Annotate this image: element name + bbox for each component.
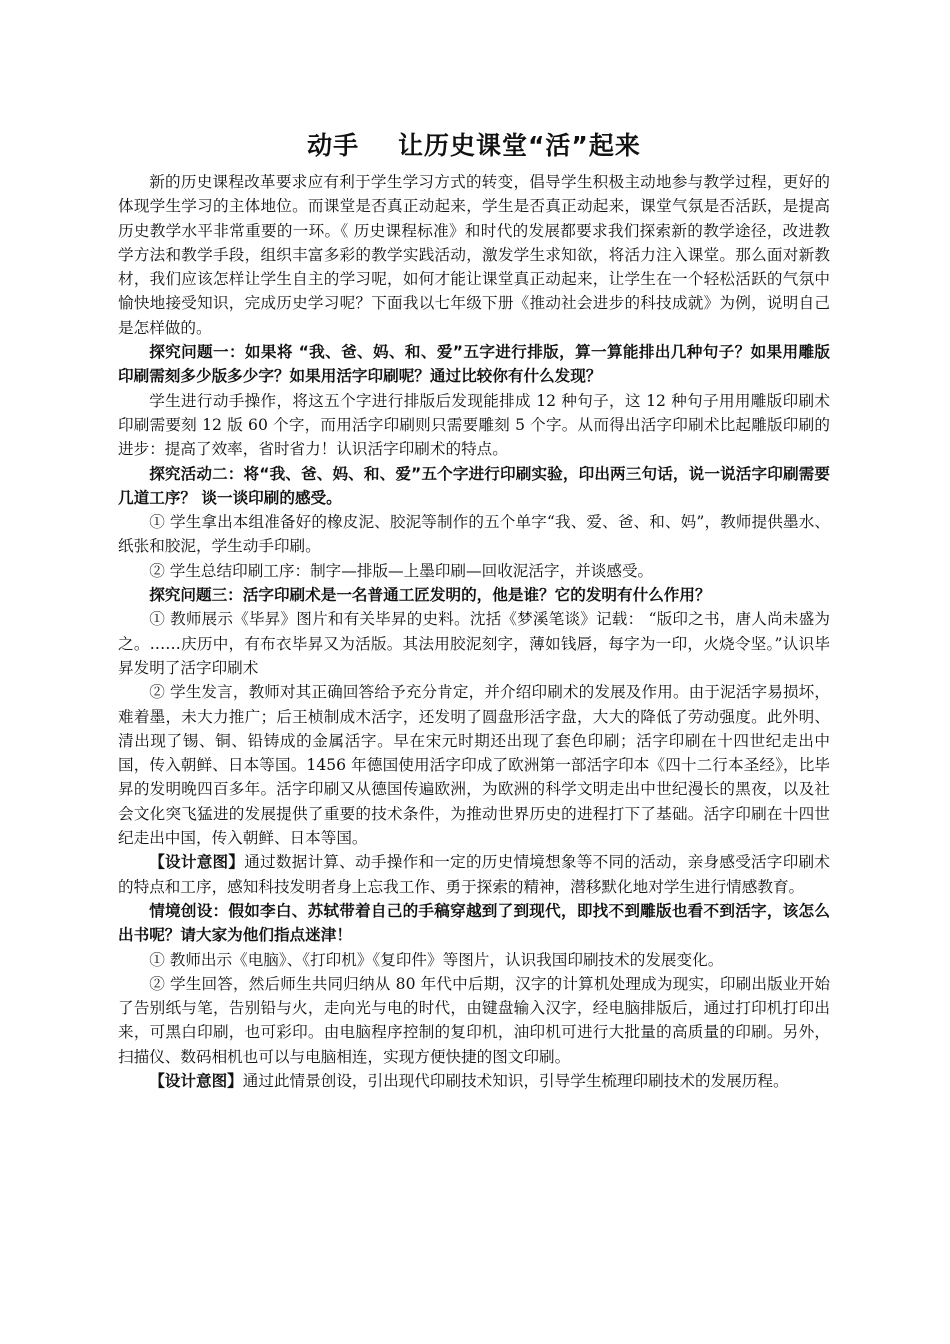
design-intent-label: 【设计意图】 <box>149 853 245 872</box>
heading-scenario: 情境创设：假如李白、苏轼带着自己的手稿穿越到了到现代，即找不到雕版也看不到活字，该怎么出书呢？请大家为他们指点迷津！ <box>118 901 830 945</box>
design-intent-text: 通过此情景创设，引出现代印刷技术知识，引导学生梳理印刷技术的发展历程。 <box>242 1071 789 1090</box>
paragraph-question-3-step-1: ① 教师展示《毕昇》图片和有关毕昇的史料。沈括《梦溪笔谈》记载： “版印之书，唐人尚未盛为之。……庆历中，有布衣毕昇又为活版。其法用胶泥刻字，薄如钱唇，每字为一印，火烧令坚。”认识毕昇发明了活字印刷术 <box>118 610 830 677</box>
paragraph-scenario-step-2: ② 学生回答，然后师生共同归纳从 80 年代中后期，汉字的计算机处理成为现实，印刷出版业开始了告别纸与笔，告别铅与火，走向光与电的时代，由键盘输入汉字，经电脑排版后，通过打印机打印出来，可黑白印刷，也可彩印。由电脑程序控制的复印机，油印机可进行大批量的高质量的印刷。另外，扫描仪、数码相机也可以与电脑相连，实现方便快捷的图文印刷。 <box>118 974 830 1066</box>
paragraph-design-intent-2 <box>118 1069 830 1093</box>
paragraph-design-intent-1 <box>118 850 830 899</box>
heading-question-3: 探究问题三：活字印刷术是一名普通工匠发明的，他是谁？它的发明有什么作用？ <box>149 586 711 605</box>
paragraph-question-3-step-2: ② 学生发言，教师对其正确回答给予充分肯定，并介绍印刷术的发展及作用。由于泥活字易损坏，难着墨，未大力推广；后王桢制成木活字，还发明了圆盘形活字盘，大大的降低了劳动强度。此外明、清出现了锡、铜、铅铸成的金属活字。早在宋元时期还出现了套色印刷；活字印刷在十四世纪走出中国，传入朝鲜、日本等国。1456 年德国使用活字印成了欧洲第一部活字印本《四十二行本圣经》，比毕昇的发明晚四百多年。活字印刷又从德国传遍欧洲，为欧洲的科学文明走出中世纪漫长的黑夜，以及社会文化突飞猛进的发展提供了重要的技术条件，为推动世界历史的进程打下了基础。活字印刷在十四世纪走出中国，传入朝鲜、日本等国。 <box>118 683 830 848</box>
document-title: 动手 让历史课堂“活”起来 <box>307 131 641 160</box>
heading-question-1: 探究问题一：如果将 “我、爸、妈、和、爱”五字进行排版，算一算能排出几种句子？如果用雕版印刷需刻多少版多少字？如果用活字印刷呢？通过比较你有什么发现？ <box>118 343 830 386</box>
paragraph-activity-2-step-2: ② 学生总结印刷工序：制字—排版—上墨印刷—回收泥活字，并谈感受。 <box>149 561 654 580</box>
heading-activity-2: 探究活动二：将“我、爸、妈、和、爱”五个字进行印刷实验，印出两三句话，说一说活字印刷需要几道工序？ 谈一谈印刷的感受。 <box>118 464 830 507</box>
document-page <box>118 128 830 1093</box>
design-intent-text: 通过数据计算、动手操作和一定的历史情境想象等不同的活动，亲身感受活字印刷术的特点和工序，感知科技发明者身上忘我工作、勇于探索的精神，潜移默化地对学生进行情感教育。 <box>118 853 830 896</box>
design-intent-label: 【设计意图】 <box>149 1071 243 1090</box>
paragraph-activity-2-step-1: ① 学生拿出本组准备好的橡皮泥、胶泥等制作的五个单字“我、爱、爸、和、妈”，教师提供墨水、纸张和胶泥，学生动手印刷。 <box>118 513 830 556</box>
paragraph-scenario-step-1: ① 教师出示《电脑》、《打印机》《复印件》等图片，认识我国印刷技术的发展变化。 <box>149 950 724 969</box>
paragraph-intro: 新的历史课程改革要求应有利于学生学习方式的转变，倡导学生积极主动地参与教学过程，更好的体现学生学习的主体地位。而课堂是否真正动起来，学生是否真正动起来，课堂气氛是否活跃，是提高历史教学水平非常重要的一环。《 历史课程标准》和时代的发展都要求我们探索新的教学途径，改进教学方法和教学手段，组织丰富多彩的教学实践活动，激发学生求知欲，将活力注入课堂。那么面对新教材，我们应该怎样让学生自主的学习呢，如何才能让课堂真正动起来，让学生在一个轻松活跃的气氛中愉快地接受知识，完成历史学习呢？下面我以七年级下册《推动社会进步的科技成就》为例，说明自己是怎样做的。 <box>118 173 830 337</box>
paragraph-answer-1: 学生进行动手操作，将这五个字进行排版后发现能排成 12 种句子，这 12 种句子用用雕版印刷术印刷需要刻 12 版 60 个字，而用活字印刷则只需要雕刻 5 个字。从而得出活字印刷术比起雕版印刷的进步：提高了效率，省时省力！认识活字印刷术的特点。 <box>118 391 830 459</box>
